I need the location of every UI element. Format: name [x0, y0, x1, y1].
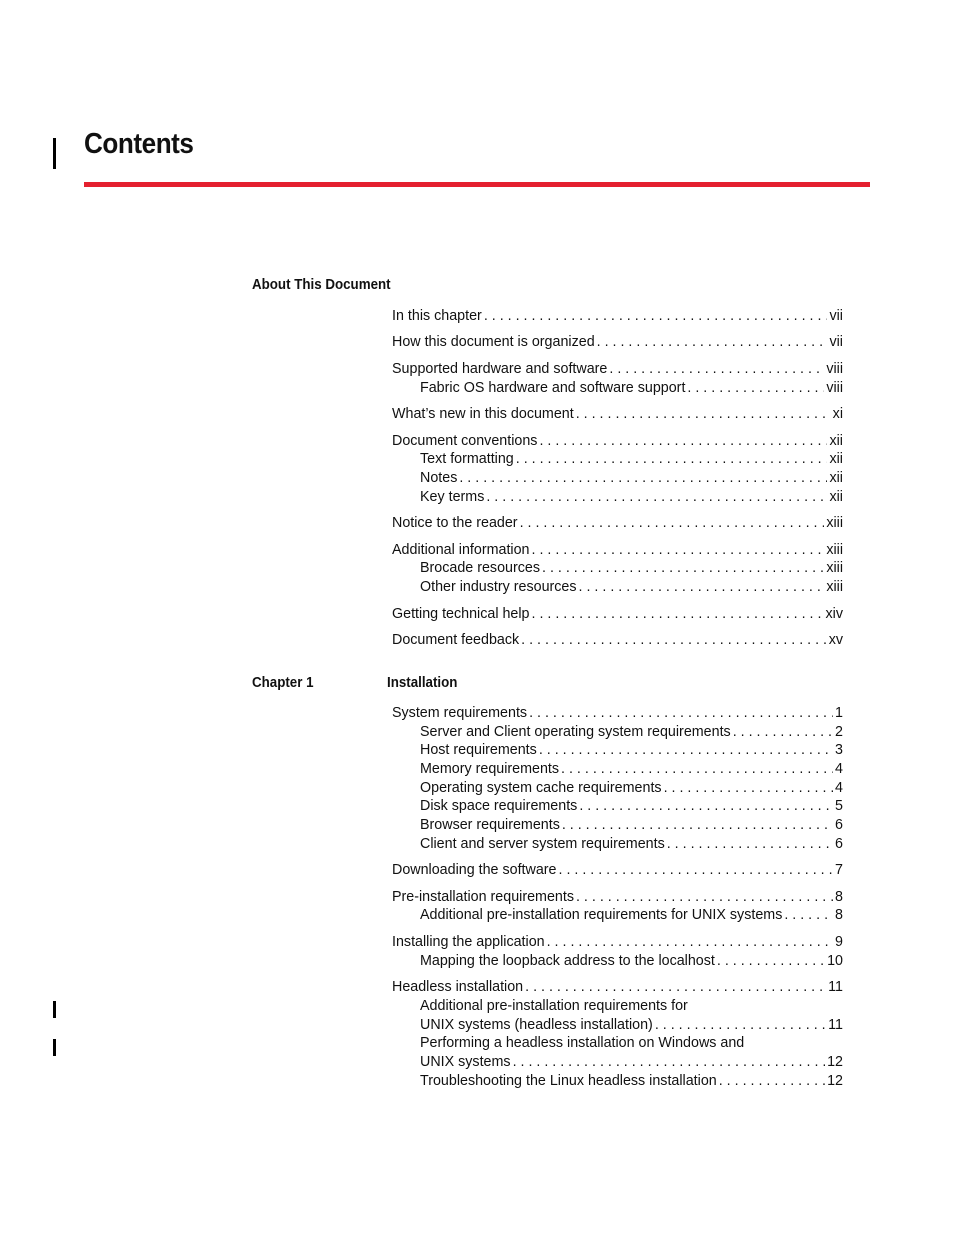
toc-entry-text: Brocade resources — [420, 560, 540, 577]
toc-leader-dots — [520, 514, 825, 533]
title-rule — [84, 182, 870, 187]
toc-entry-text: Document conventions — [392, 432, 538, 449]
toc-entry-text: Headless installation — [392, 979, 524, 996]
toc-page-number: xv — [828, 632, 843, 648]
toc-leader-dots — [525, 978, 826, 997]
toc-leader-dots — [547, 933, 833, 952]
toc-page-number: 1 — [835, 705, 843, 721]
toc-leader-dots — [576, 888, 833, 907]
toc-entry[interactable] — [392, 952, 843, 971]
toc-page-number: 2 — [835, 723, 843, 740]
toc-entry-text: Notes — [420, 470, 458, 486]
toc-leader-dots — [579, 578, 825, 597]
toc-leader-dots — [784, 906, 833, 925]
toc-entry-text: In this chapter — [392, 308, 482, 324]
toc-entry[interactable] — [392, 631, 843, 650]
toc-entry[interactable] — [392, 1053, 843, 1072]
toc-entry[interactable] — [392, 578, 843, 597]
toc-leader-dots — [733, 723, 833, 742]
toc-leader-dots — [609, 360, 824, 379]
toc-page-number: viii — [826, 360, 843, 377]
toc-entry[interactable] — [392, 559, 843, 578]
toc-leader-dots — [667, 835, 833, 854]
toc-page-number: 8 — [835, 907, 843, 924]
change-bar-headless-2 — [53, 1039, 56, 1056]
toc-leader-dots — [532, 605, 824, 624]
toc-leader-dots — [597, 333, 828, 352]
toc-leader-dots — [484, 307, 828, 326]
toc-leader-dots — [576, 405, 831, 424]
toc-leader-dots — [521, 631, 827, 650]
toc-entry-text: Troubleshooting the Linux headless installation — [420, 1072, 717, 1089]
toc-entry[interactable] — [392, 888, 843, 907]
toc-page-number: xiii — [826, 560, 843, 577]
toc-entry[interactable] — [392, 861, 843, 880]
toc-leader-dots — [562, 816, 833, 835]
toc-page-number: 4 — [835, 761, 843, 778]
toc-entry[interactable] — [392, 605, 843, 624]
toc-leader-dots — [486, 488, 827, 507]
toc-entry[interactable] — [392, 1072, 843, 1091]
toc-entry[interactable] — [392, 723, 843, 742]
toc-entry[interactable] — [392, 450, 843, 469]
toc-page-number: xiii — [826, 579, 843, 596]
toc-entry[interactable] — [392, 835, 843, 854]
toc-leader-dots — [655, 1016, 826, 1035]
toc-leader-dots — [516, 450, 828, 469]
toc-page-number: 10 — [827, 952, 843, 969]
toc-leader-dots — [539, 741, 833, 760]
toc-entry[interactable] — [392, 307, 843, 326]
toc-leader-dots — [459, 469, 827, 488]
toc-entry-text: Downloading the software — [392, 862, 557, 879]
toc-entry-text: Installing the application — [392, 933, 545, 950]
toc-page-number: xiv — [825, 605, 843, 622]
toc-entry[interactable] — [392, 379, 843, 398]
toc-page-number: 5 — [835, 798, 843, 815]
toc-entry-text: Notice to the reader — [392, 515, 518, 532]
toc-entry[interactable] — [392, 978, 843, 997]
toc-entry-text: Document feedback — [392, 632, 520, 648]
toc-leader-dots — [717, 952, 825, 971]
toc-page-number: 3 — [835, 742, 843, 759]
toc-page-number: xii — [829, 470, 843, 486]
toc-entry[interactable] — [392, 541, 843, 560]
toc-leader-dots — [529, 704, 833, 723]
toc-page-number: xii — [829, 432, 843, 449]
toc-entry-text: Key terms — [420, 488, 485, 505]
toc-page-number: 4 — [835, 779, 843, 796]
toc-entry[interactable] — [392, 741, 843, 760]
toc-page-number: xii — [829, 488, 843, 505]
toc-page-number: 8 — [835, 888, 843, 905]
toc-entry-text: UNIX systems — [420, 1053, 511, 1070]
chapter-label: Chapter 1 — [252, 675, 314, 691]
toc-entry-text: Server and Client operating system requirements — [420, 723, 731, 740]
toc-page-number: 9 — [835, 933, 843, 950]
toc-leader-dots — [579, 797, 833, 816]
toc-entry-text: Mapping the loopback address to the localhost — [420, 952, 715, 969]
toc-entry-text: Browser requirements — [420, 817, 560, 834]
toc-page-number: xii — [829, 451, 843, 468]
toc-leader-dots — [539, 432, 827, 451]
toc-chapter-1 — [392, 704, 843, 1090]
toc-page-number: xi — [832, 406, 843, 423]
toc-entry-text: Additional pre-installation requirements for UNIX systems — [420, 907, 783, 924]
toc-entry-text: Operating system cache requirements — [420, 779, 662, 796]
toc-entry[interactable] — [392, 906, 843, 925]
toc-entry[interactable] — [392, 1016, 843, 1035]
toc-page-number: 11 — [828, 979, 843, 996]
toc-page-number: 7 — [835, 862, 843, 879]
toc-page-number: xiii — [826, 541, 843, 558]
toc-entry-text: How this document is organized — [392, 334, 595, 351]
toc-leader-dots — [542, 559, 824, 578]
toc-entry[interactable] — [392, 797, 843, 816]
toc-page-number: 6 — [835, 835, 843, 852]
toc-page-number: viii — [826, 379, 843, 396]
toc-entry[interactable] — [392, 360, 843, 379]
toc-page-number: 12 — [827, 1053, 843, 1070]
toc-page-number: vii — [829, 308, 843, 324]
toc-entry[interactable] — [392, 405, 843, 424]
toc-entry[interactable] — [392, 933, 843, 952]
toc-leader-dots — [532, 541, 825, 560]
toc-leader-dots — [513, 1053, 826, 1072]
toc-entry[interactable] — [392, 816, 843, 835]
toc-leader-dots — [719, 1072, 825, 1091]
toc-page-number: 11 — [828, 1016, 843, 1033]
toc-entry-text: Fabric OS hardware and software support — [420, 379, 686, 396]
toc-page-number: 12 — [827, 1072, 843, 1089]
toc-entry-text: Disk space requirements — [420, 798, 578, 815]
page-title: Contents — [84, 128, 194, 160]
toc-entry-text: Supported hardware and software — [392, 360, 608, 377]
toc-leader-dots — [561, 760, 833, 779]
change-bar-title — [53, 138, 56, 169]
toc-entry[interactable] — [392, 469, 843, 488]
toc-entry[interactable] — [392, 514, 843, 533]
toc-leader-dots — [664, 779, 833, 798]
toc-entry-text: System requirements — [392, 705, 528, 721]
toc-entry-text: Performing a headless installation on Windows and — [420, 1035, 745, 1052]
toc-entry-text: Pre-installation requirements — [392, 888, 574, 905]
toc-about — [392, 307, 843, 650]
toc-entry-text: Text formatting — [420, 451, 514, 468]
change-bar-headless-1 — [53, 1001, 56, 1018]
toc-entry-text: Client and server system requirements — [420, 835, 665, 852]
toc-entry[interactable] — [392, 760, 843, 779]
toc-entry[interactable] — [392, 488, 843, 507]
toc-entry-text: Getting technical help — [392, 605, 530, 622]
toc-entry-text: Additional pre-installation requirements for — [420, 997, 688, 1014]
toc-entry-text: UNIX systems (headless installation) — [420, 1016, 653, 1033]
toc-entry[interactable] — [392, 704, 843, 723]
toc-entry[interactable] — [392, 432, 843, 451]
toc-leader-dots — [687, 379, 824, 398]
toc-entry-text: Memory requirements — [420, 761, 560, 778]
toc-entry[interactable] — [392, 333, 843, 352]
section-heading-about: About This Document — [252, 277, 391, 293]
toc-page-number: xiii — [826, 515, 843, 532]
toc-entry-text: Other industry resources — [420, 579, 577, 596]
toc-page-number: vii — [829, 334, 843, 351]
toc-page-number: 6 — [835, 817, 843, 834]
toc-entry-text: What’s new in this document — [392, 406, 574, 423]
toc-entry-text: Additional information — [392, 541, 530, 558]
toc-entry[interactable] — [392, 779, 843, 798]
toc-leader-dots — [559, 861, 834, 880]
toc-entry-text: Host requirements — [420, 742, 537, 759]
chapter-heading: Installation — [387, 675, 458, 691]
